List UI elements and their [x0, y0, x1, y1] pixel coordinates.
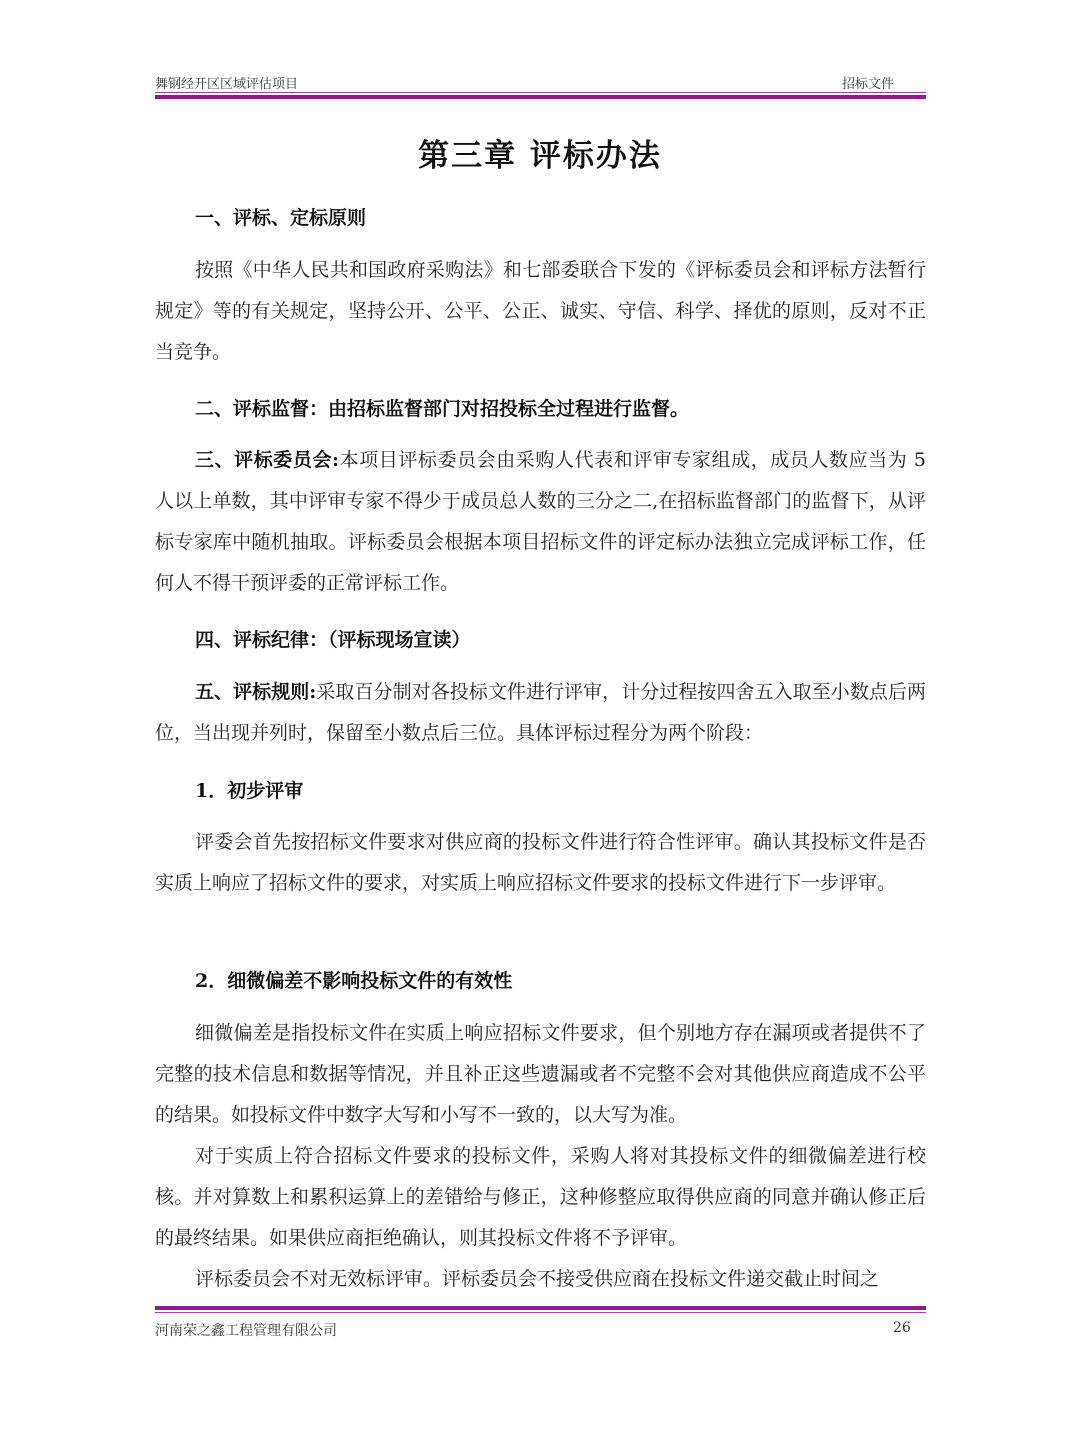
section-1-heading: 一、评标、定标原则: [195, 207, 367, 229]
page-number: 26: [893, 1320, 911, 1336]
subsection-1-body: 评委会首先按招标文件要求对供应商的投标文件进行符合性评审。确认其投标文件是否实质上响应了招标文件的要求，对实质上响应招标文件要求的投标文件进行下一步评审。: [155, 831, 926, 894]
section-5-lead: 五、评标规则:: [195, 681, 317, 703]
subsection-2-body-1: 细微偏差是指投标文件在实质上响应招标文件要求，但个别地方存在漏项或者提供不了完整的技术信息和数据等情况，并且补正这些遗漏或者不完整不会对其他供应商造成不公平的结果。如投标文件中数字大写和小写不一致的，以大写为准。: [155, 1022, 926, 1126]
subsection-2-body-2: 对于实质上符合招标文件要求的投标文件，采购人将对其投标文件的细微偏差进行校核。并对算数上和累积运算上的差错给与修正，这种修整应取得供应商的同意并确认修正后的最终结果。如果供应商拒绝确认，则其投标文件将不予评审。: [155, 1145, 926, 1249]
footer-rule-thin: [155, 1312, 926, 1313]
section-5-paragraph: [155, 672, 926, 754]
subsection-2-body-3: 评标委员会不对无效标评审。评标委员会不接受供应商在投标文件递交截止时间之: [195, 1268, 880, 1290]
header-rule-thin: [155, 92, 926, 93]
header-doc-type: 招标文件: [842, 77, 895, 92]
section-3-lead: 三、评标委员会:: [195, 449, 340, 471]
section-3-body: 本项目评标委员会由采购人代表和评审专家组成，成员人数应当为 5 人以上单数，其中评审专家不得少于成员总人数的三分之二,在招标监督部门的监督下，从评标专家库中随机抽取。评标委员会根据本项目招标文件的评定标办法独立完成评标工作，任何人不得干预评委的正常评标工作。: [155, 449, 926, 594]
section-2-heading: 二、评标监督：由招标监督部门对招投标全过程进行监督。: [195, 398, 690, 420]
header-project-name: 舞钢经开区区域评估项目: [155, 77, 299, 92]
section-3-paragraph: [155, 440, 926, 604]
section-4-heading: 四、评标纪律：（评标现场宣读）: [195, 629, 471, 651]
subsection-2-heading: 2．细微偏差不影响投标文件的有效性: [195, 970, 513, 992]
footer-company: 河南荣之鑫工程管理有限公司: [155, 1323, 337, 1339]
subsection-1-heading: 1．初步评审: [195, 780, 304, 802]
footer-rule-thick: [155, 1306, 926, 1310]
header-rule-thick: [155, 95, 926, 99]
section-1-body: 按照《中华人民共和国政府采购法》和七部委联合下发的《评标委员会和评标方法暂行规定》等的有关规定，坚持公开、公平、公正、诚实、守信、科学、择优的原则，反对不正当竞争。: [155, 259, 926, 363]
section-5-body: 采取百分制对各投标文件进行评审，计分过程按四舍五入取至小数点后两位，当出现并列时，保留至小数点后三位。具体评标过程分为两个阶段：: [155, 681, 926, 744]
chapter-title: 第三章 评标办法: [418, 138, 662, 174]
